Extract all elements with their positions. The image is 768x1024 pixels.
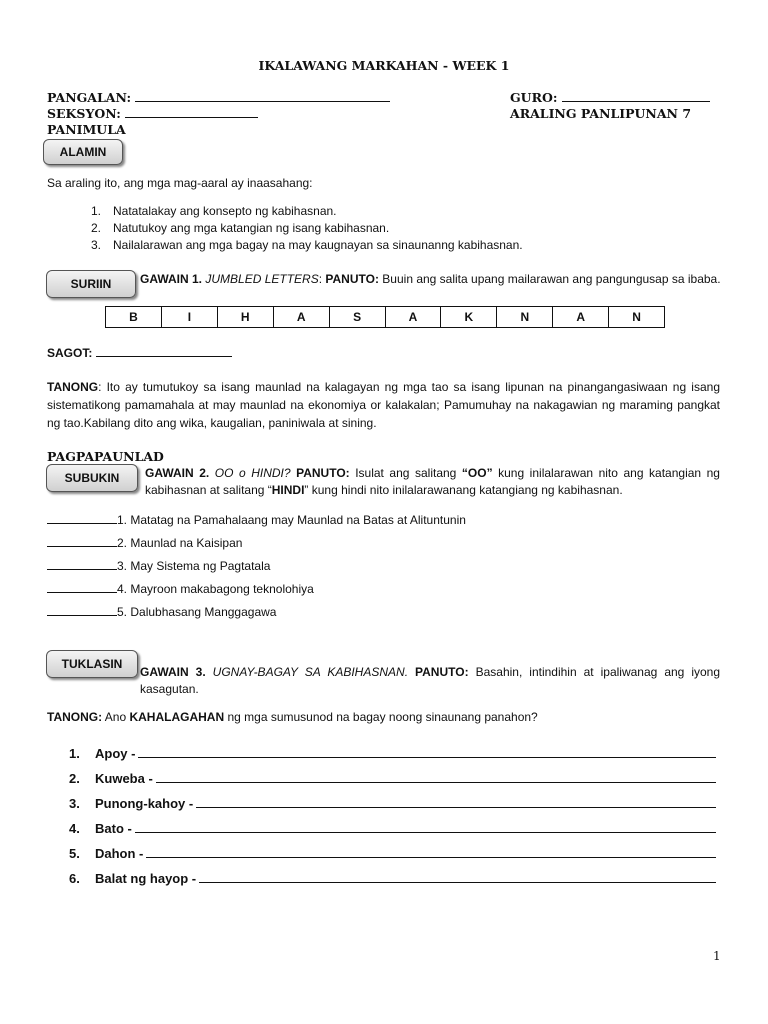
activity-label: GAWAIN 1. <box>140 272 203 286</box>
answer-blank <box>47 535 117 547</box>
page-number: 1 <box>713 949 721 963</box>
objective-item <box>91 238 523 255</box>
intro-heading: PANIMULA <box>47 122 126 137</box>
section-field[interactable] <box>47 106 258 121</box>
item-number: 3. <box>69 796 80 811</box>
teacher-label: GURO: <box>510 90 558 105</box>
list-item[interactable] <box>69 761 716 786</box>
question-keyword: KAHALAGAHAN <box>129 710 225 724</box>
item-text: Dahon - <box>95 846 144 861</box>
panuto-text: Basahin, intindihin at ipaliwanag ang iyong kasagutan. <box>140 665 721 696</box>
answer-blank <box>47 581 117 593</box>
panuto-label: PANUTO: <box>296 466 350 480</box>
item-number: 1. <box>117 513 128 527</box>
gawain-1-instructions: GAWAIN 1. JUMBLED LETTERS: PANUTO: Buuin ang salita upang mailarawan ang pangungusap sa ibaba. <box>140 272 721 286</box>
objective-item <box>91 221 523 238</box>
item-text: Bato - <box>95 821 132 836</box>
teacher-blank[interactable] <box>562 90 710 102</box>
letter-cell: A <box>274 307 330 327</box>
panuto-text: Isulat ang salitang <box>355 466 462 480</box>
item-number: 2. <box>69 771 80 786</box>
name-label: PANGALAN: <box>47 90 132 105</box>
activity-label: GAWAIN 2. <box>145 466 210 480</box>
answer-line <box>199 882 716 883</box>
answer-label: SAGOT: <box>47 346 93 360</box>
oo-keyword: “OO” <box>461 466 493 480</box>
item-text: May Sistema ng Pagtatala <box>127 559 271 573</box>
list-item[interactable] <box>69 736 716 761</box>
section-blank[interactable] <box>125 106 258 118</box>
pagpapaunlad-heading: PAGPAPAUNLAD <box>47 449 164 464</box>
panuto-label: PANUTO: <box>415 665 469 679</box>
teacher-field[interactable] <box>510 90 710 105</box>
list-item[interactable] <box>69 861 716 886</box>
panuto-label: PANUTO: <box>325 272 379 286</box>
objective-number: 1. <box>91 204 102 218</box>
letter-cell: B <box>106 307 162 327</box>
name-field[interactable] <box>47 90 390 105</box>
answer-blank <box>47 558 117 570</box>
activity-name: OO o HINDI? <box>214 466 291 480</box>
question-text: Ano <box>104 710 130 724</box>
hindi-keyword: HINDI <box>271 483 305 497</box>
list-item[interactable] <box>47 581 466 604</box>
item-text: Maunlad na Kaisipan <box>127 536 243 550</box>
question-label: TANONG: <box>47 710 103 724</box>
objective-text: Natatalakay ang konsepto ng kabihasnan. <box>113 204 337 218</box>
item-number: 4. <box>117 582 128 596</box>
list-item[interactable] <box>47 512 466 535</box>
list-item[interactable] <box>69 811 716 836</box>
importance-list <box>69 736 716 886</box>
activity-name: UGNAY-BAGAY SA KABIHASNAN. <box>212 665 409 679</box>
list-item[interactable] <box>47 535 466 558</box>
objective-number: 2. <box>91 221 102 235</box>
panuto-text: kung inilalarawan nito ang katangian ng kabihasnan at salitang “ <box>145 466 720 497</box>
letter-cell: H <box>218 307 274 327</box>
list-item[interactable] <box>47 604 466 627</box>
oo-hindi-list <box>47 512 466 627</box>
item-text: Matatag na Pamahalaang may Maunlad na Batas at Alituntunin <box>127 513 466 527</box>
answer-line <box>138 757 716 758</box>
panuto-text: Buuin ang salita upang mailarawan ang pangungusap sa ibaba. <box>382 272 721 286</box>
alamin-button[interactable]: ALAMIN <box>43 139 123 165</box>
item-text: Punong-kahoy - <box>95 796 194 811</box>
tuklasin-question <box>47 710 538 725</box>
jumbled-letters-row <box>105 306 665 328</box>
answer-line <box>146 857 716 858</box>
letter-cell: I <box>162 307 218 327</box>
alamin-intro: Sa araling ito, ang mga mag-aaral ay inaasahang: <box>47 176 313 190</box>
letter-cell: N <box>632 310 641 324</box>
activity-name: JUMBLED LETTERS <box>205 272 319 286</box>
item-number: 5. <box>69 846 80 861</box>
list-item[interactable] <box>69 836 716 861</box>
objective-item <box>91 204 523 221</box>
item-text: Apoy - <box>95 746 136 761</box>
answer-blank <box>47 604 117 616</box>
item-number: 1. <box>69 746 80 761</box>
item-text: Mayroon makabagong teknolohiya <box>127 582 314 596</box>
suriin-question <box>47 378 720 432</box>
gawain-2-instructions <box>145 465 720 499</box>
subukin-button[interactable]: SUBUKIN <box>46 464 138 492</box>
answer-blank[interactable] <box>96 345 232 357</box>
question-label: TANONG <box>47 380 99 394</box>
answer-field[interactable] <box>47 345 232 361</box>
answer-blank <box>47 512 117 524</box>
question-text: ng mga sumusunod na bagay noong sinaunang panahon? <box>224 710 538 724</box>
answer-line <box>156 782 716 783</box>
list-item[interactable] <box>47 558 466 581</box>
letter-cell: K <box>441 307 497 327</box>
letter-cell: S <box>330 307 386 327</box>
item-number: 6. <box>69 871 80 886</box>
answer-line <box>135 832 716 833</box>
letter-cell: A <box>553 307 609 327</box>
subject-title: ARALING PANLIPUNAN 7 <box>510 106 692 121</box>
section-label: SEKSYON: <box>47 106 121 121</box>
item-number: 4. <box>69 821 80 836</box>
question-text: : Ito ay tumutukoy sa isang maunlad na kalagayan ng mga tao sa isang lipunan na pinangangasiwaan ng isang sistematikong pamamahala at may maunlad na ekonomiya or kalakalan; Pamumuhay na nakagawian ng maraming pangkat ng tao.Kabilang dito ang wika, kaugalian, paniniwala at sining. <box>47 380 720 430</box>
letter-cell: A <box>386 307 442 327</box>
panuto-text: ” kung hindi nito inilalarawanang katangiang ng kabihasnan. <box>304 483 623 497</box>
item-text: Dalubhasang Manggagawa <box>127 605 277 619</box>
letter-cell: N <box>497 307 553 327</box>
item-number: 2. <box>117 536 128 550</box>
item-text: Kuweba - <box>95 771 153 786</box>
objective-text: Natutukoy ang mga katangian ng isang kabihasnan. <box>113 221 390 235</box>
list-item[interactable] <box>69 786 716 811</box>
item-number: 5. <box>117 605 128 619</box>
objectives-list <box>91 204 523 255</box>
tuklasin-button[interactable]: TUKLASIN <box>46 650 138 678</box>
gawain-3-instructions <box>140 664 720 698</box>
item-number: 3. <box>117 559 128 573</box>
document-title: IKALAWANG MARKAHAN - WEEK 1 <box>258 58 510 73</box>
activity-label: GAWAIN 3. <box>140 665 206 679</box>
name-blank[interactable] <box>135 90 390 102</box>
suriin-button[interactable]: SURIIN <box>46 270 136 298</box>
item-text: Balat ng hayop - <box>95 871 197 886</box>
objective-text: Nailalarawan ang mga bagay na may kaugnayan sa sinaunanng kabihasnan. <box>113 238 523 252</box>
objective-number: 3. <box>91 238 102 252</box>
answer-line <box>196 807 716 808</box>
